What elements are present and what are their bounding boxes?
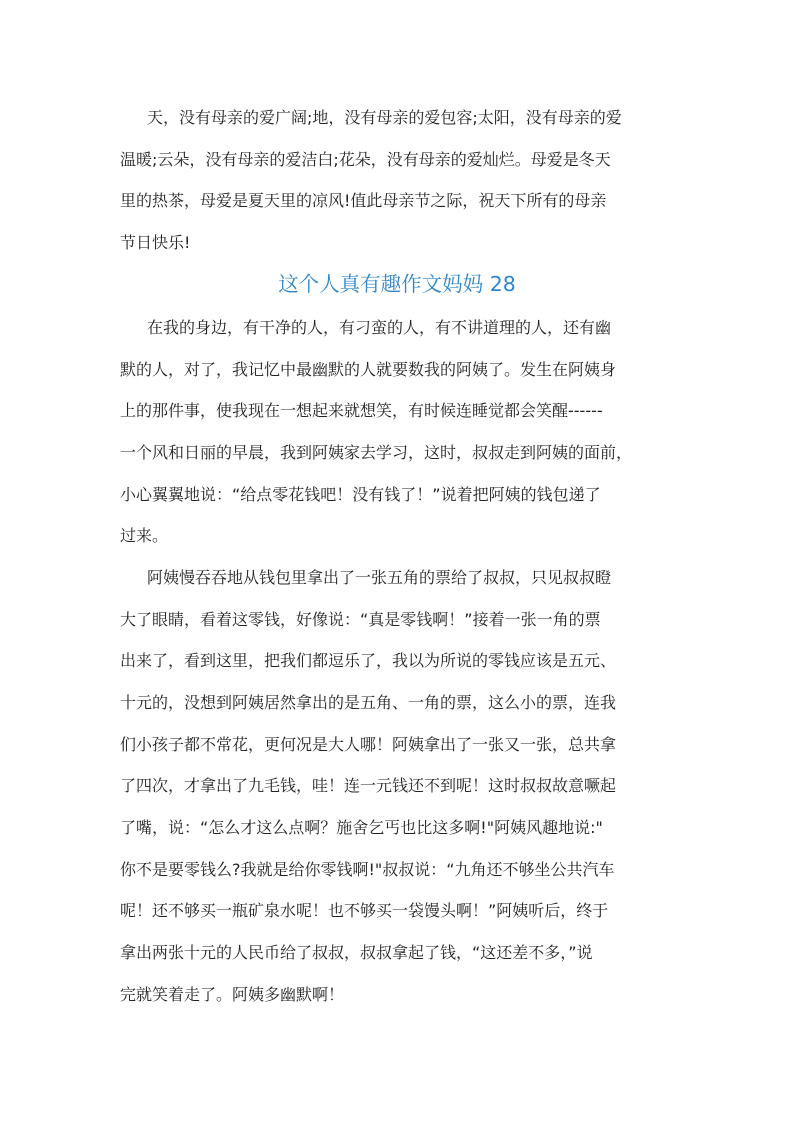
p1-line-6: 过来。 xyxy=(120,526,169,545)
intro-line-4: 节日快乐! xyxy=(120,233,191,252)
p2-line-10: 拿出两张十元的人民币给了叔叔，叔叔拿起了钱，“这还差不多，”说 xyxy=(120,943,593,962)
intro-line-1: 天，没有母亲的爱广阔;地，没有母亲的爱包容;太阳，没有母亲的爱 xyxy=(147,108,622,127)
p2-line-1: 阿姨慢吞吞地从钱包里拿出了一张五角的票给了叔叔，只见叔叔瞪 xyxy=(147,568,612,587)
p1-line-3: 上的那件事，使我现在一想起来就想笑，有时候连睡觉都会笑醒------ xyxy=(120,401,603,420)
p2-line-5: 们小孩子都不常花，更何况是大人哪！阿姨拿出了一张又一张，总共拿 xyxy=(120,735,617,754)
p1-line-4: 一个风和日丽的早晨，我到阿姨家去学习，这时，叔叔走到阿姨的面前， xyxy=(120,443,633,462)
p2-line-11: 完就笑着走了。阿姨多幽默啊！ xyxy=(120,985,345,1004)
p2-line-3: 出来了，看到这里，把我们都逗乐了，我以为所说的零钱应该是五元、 xyxy=(120,651,617,670)
p1-line-1: 在我的身边，有干净的人，有刁蛮的人，有不讲道理的人，还有幽 xyxy=(147,318,612,337)
p2-line-9: 呢！还不够买一瓶矿泉水呢！也不够买一袋馒头啊！”阿姨听后，终于 xyxy=(120,901,609,920)
p2-line-2: 大了眼睛，看着这零钱，好像说：“真是零钱啊！”接着一张一角的票 xyxy=(120,610,601,629)
essay-title: 这个人真有趣作文妈妈 28 xyxy=(278,272,516,296)
p2-line-8: 你不是要零钱么?我就是给你零钱啊!"叔叔说：“九角还不够坐公共汽车 xyxy=(120,860,615,879)
p2-line-4: 十元的，没想到阿姨居然拿出的是五角、一角的票，这么小的票，连我 xyxy=(120,693,617,712)
p1-line-2: 默的人，对了，我记忆中最幽默的人就要数我的阿姨了。发生在阿姨身 xyxy=(120,360,617,379)
p2-line-6: 了四次，才拿出了九毛钱，哇！连一元钱还不到呢！这时叔叔故意噘起 xyxy=(120,776,617,795)
p2-line-7: 了嘴，说：“怎么才这么点啊？施舍乞丐也比这多啊!"阿姨风趣地说:" xyxy=(120,818,603,837)
intro-line-3: 里的热茶，母爱是夏天里的凉风!值此母亲节之际，祝天下所有的母亲 xyxy=(120,191,607,210)
intro-line-2: 温暖;云朵，没有母亲的爱洁白;花朵，没有母亲的爱灿烂。母爱是冬天 xyxy=(120,150,611,169)
p1-line-5: 小心翼翼地说：“给点零花钱吧！没有钱了！”说着把阿姨的钱包递了 xyxy=(120,485,601,504)
